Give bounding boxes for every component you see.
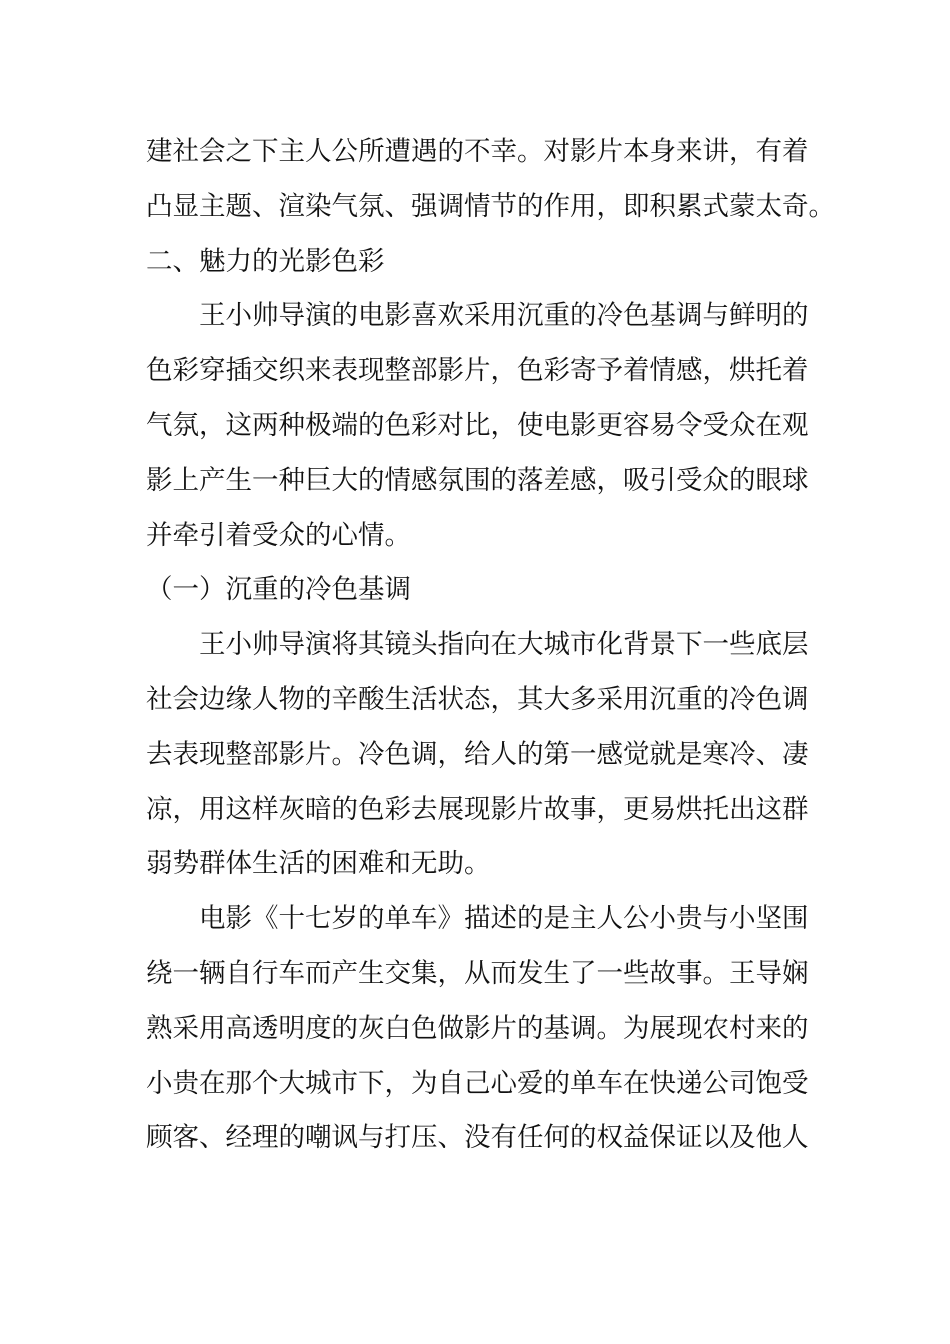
text-line: 并牵引着受众的心情。 — [146, 519, 411, 551]
text-line: 熟采用高透明度的灰白色做影片的基调。为展现农村来的 — [146, 1012, 809, 1044]
document-body — [146, 125, 835, 1166]
text-line: 王小帅导演的电影喜欢采用沉重的冷色基调与鲜明的 — [199, 300, 809, 332]
text-line: 凸显主题、渲染气氛、强调情节的作用，即积累式蒙太奇。 — [146, 190, 835, 222]
text-line: 气氛，这两种极端的色彩对比，使电影更容易令受众在观 — [146, 409, 809, 441]
text-line: 影上产生一种巨大的情感氛围的落差感，吸引受众的眼球 — [146, 464, 809, 496]
text-line: 电影《十七岁的单车》描述的是主人公小贵与小坚围 — [199, 903, 809, 935]
text-line: 弱势群体生活的困难和无助。 — [146, 848, 491, 880]
subsection-heading: （一）沉重的冷色基调 — [146, 574, 411, 606]
text-line: 王小帅导演将其镜头指向在大城市化背景下一些底层 — [199, 629, 809, 661]
text-line: 顾客、经理的嘲讽与打压、没有任何的权益保证以及他人 — [146, 1122, 809, 1154]
text-line: 色彩穿插交织来表现整部影片，色彩寄予着情感，烘托着 — [146, 355, 809, 387]
text-line: 建社会之下主人公所遭遇的不幸。对影片本身来讲，有着 — [146, 136, 809, 167]
text-line: 小贵在那个大城市下，为自己心爱的单车在快递公司饱受 — [146, 1067, 809, 1099]
text-line: 去表现整部影片。冷色调，给人的第一感觉就是寒冷、凄 — [146, 738, 809, 770]
text-line: 绕一辆自行车而产生交集，从而发生了一些故事。王导娴 — [146, 957, 809, 989]
section-heading: 二、魅力的光影色彩 — [146, 245, 385, 277]
text-line: 社会边缘人物的辛酸生活状态，其大多采用沉重的冷色调 — [146, 683, 809, 715]
text-line: 凉，用这样灰暗的色彩去展现影片故事，更易烘托出这群 — [146, 793, 809, 825]
